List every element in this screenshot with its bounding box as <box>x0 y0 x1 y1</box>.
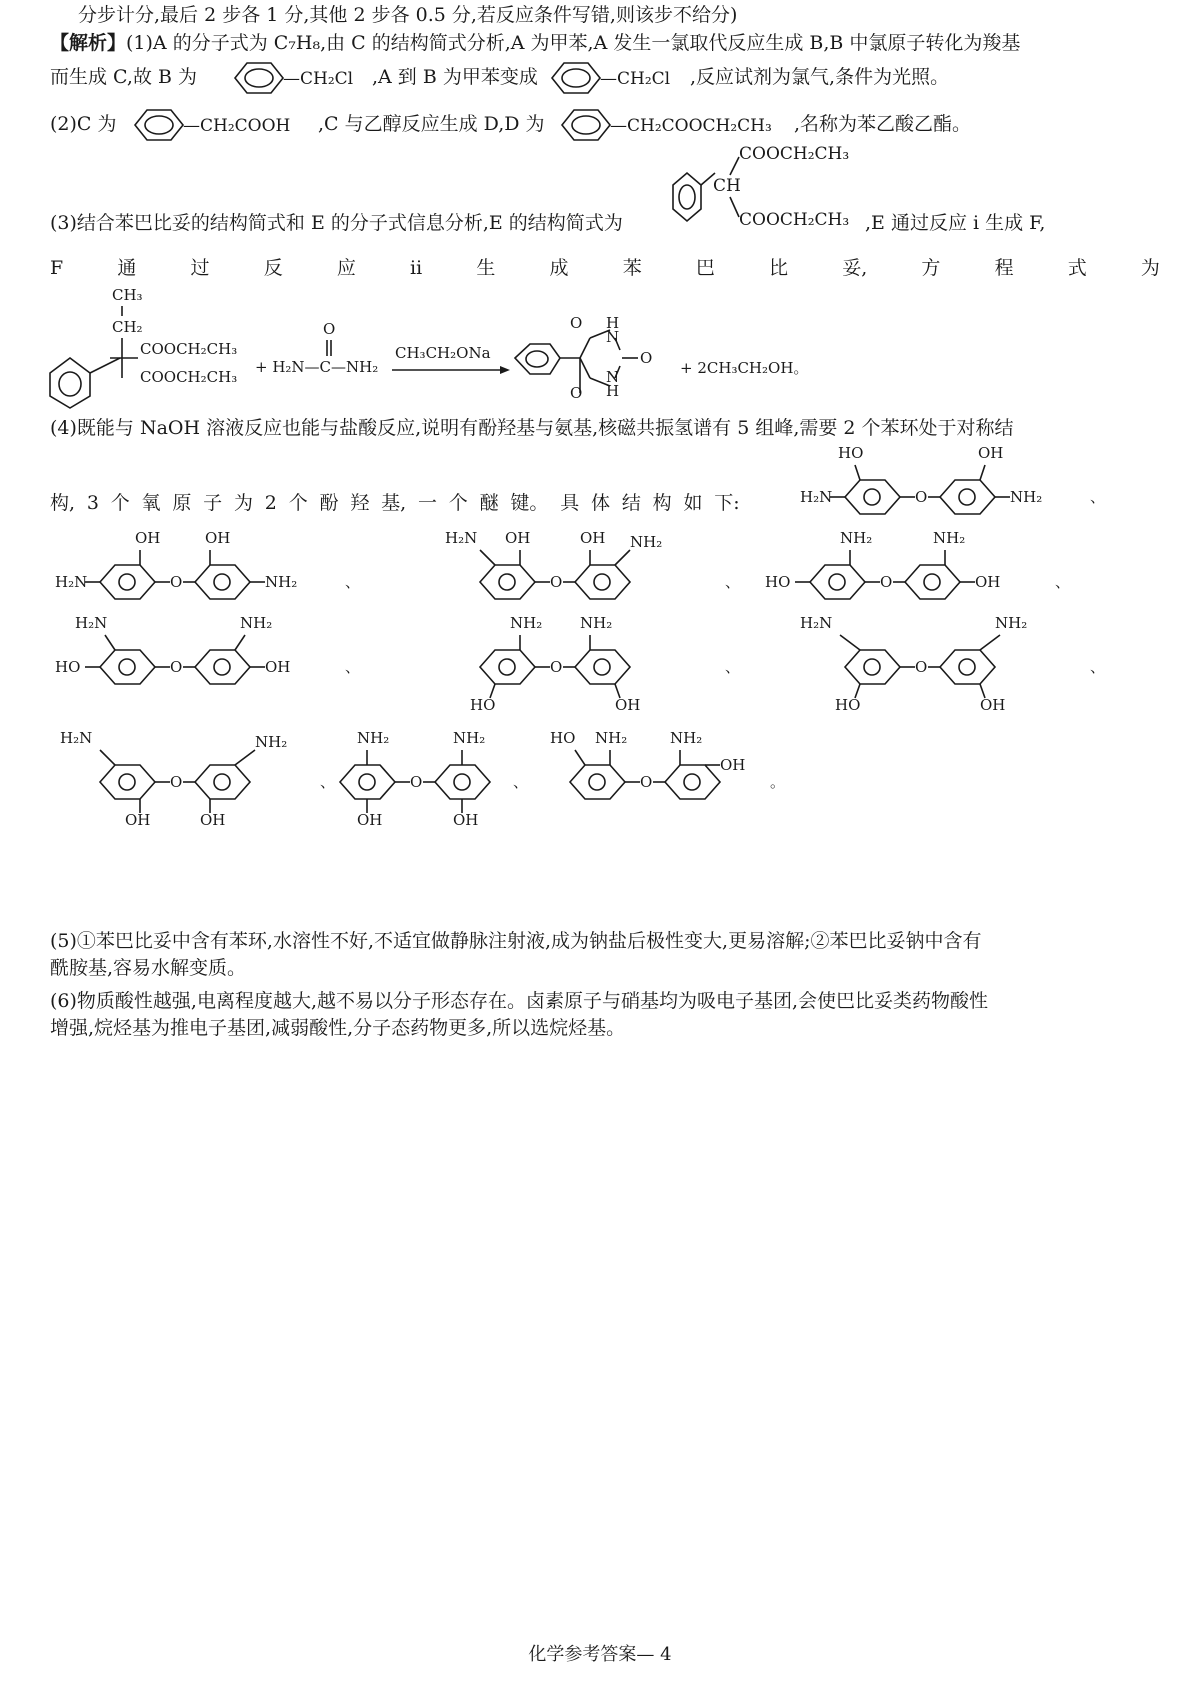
iso4-o: O <box>880 573 893 591</box>
iso7-h2n: H₂N <box>800 614 833 632</box>
l7-w7: 2 <box>264 492 277 514</box>
iso3-oh-right: OH <box>580 529 606 547</box>
iso4-ho: HO <box>765 573 791 591</box>
isomer-9 <box>340 729 528 829</box>
iso4-nh2-left: NH₂ <box>840 529 873 547</box>
l5-w0: F <box>50 257 64 279</box>
iso10-end: 。 <box>770 773 786 791</box>
text-line-4a: (3)结合苯巴比妥的结构简式和 E 的分子式信息分析,E 的结构简式为 <box>50 212 623 234</box>
l7-w4: 原 <box>172 492 192 514</box>
l7-w14: 醚 <box>479 492 499 514</box>
iso10-ho: HO <box>550 729 576 747</box>
pb-n-bottom: N <box>606 368 620 386</box>
ch2cl-label-1: —CH₂Cl <box>283 69 354 89</box>
l5-w9: 巴 <box>695 257 715 279</box>
iso8-nh2: NH₂ <box>255 733 288 751</box>
iso10-o: O <box>640 773 653 791</box>
l7-w21: 下: <box>714 492 740 514</box>
l5-w15: 为 <box>1140 257 1160 279</box>
product-tail-label: + 2CH₃CH₂OH。 <box>680 359 809 377</box>
l7-w11: 基, <box>381 492 407 514</box>
iso1-sep: 、 <box>1090 488 1106 506</box>
iso9-o: O <box>410 773 423 791</box>
l7-w9: 酚 <box>319 492 339 514</box>
iso9-sep: 、 <box>513 773 529 791</box>
text-line-3c: ,名称为苯乙酸乙酯。 <box>794 113 972 135</box>
l7-w20: 如 <box>683 492 703 514</box>
iso3-h2n: H₂N <box>445 529 478 547</box>
iso7-nh2: NH₂ <box>995 614 1028 632</box>
text-line-9: 酰胺基,容易水解变质。 <box>50 957 247 979</box>
f-cooet-label-bottom: COOCH₂CH₃ <box>140 368 238 386</box>
ch2cooh-label: —CH₂COOH <box>183 116 291 136</box>
isomer-5 <box>55 614 360 684</box>
iso9-nh2-left: NH₂ <box>357 729 390 747</box>
isomer-structures <box>40 440 1170 940</box>
iso9-oh-right: OH <box>453 811 479 829</box>
iso3-oh-left: OH <box>505 529 531 547</box>
iso10-oh: OH <box>720 756 746 774</box>
cooet-label-bottom: COOCH₂CH₃ <box>739 210 850 230</box>
l7-w6: 为 <box>233 492 253 514</box>
iso1-oh: OH <box>978 444 1004 462</box>
isomer-10 <box>550 729 785 799</box>
iso2-nh2: NH₂ <box>265 573 298 591</box>
iso7-o: O <box>915 658 928 676</box>
l5-w12: 方 <box>921 257 941 279</box>
benzyl-chloride-structure-2 <box>542 58 702 98</box>
l5-w14: 式 <box>1067 257 1087 279</box>
iso1-h2n: H₂N <box>800 488 833 506</box>
pb-o-right: O <box>640 349 653 367</box>
l5-w1: 通 <box>117 257 137 279</box>
isomer-8 <box>60 729 335 829</box>
text-line-6: (4)既能与 NaOH 溶液反应也能与盐酸反应,说明有酚羟基与氨基,核磁共振氢谱有 5 组峰,需要 2 个苯环处于对称结 <box>50 417 1014 439</box>
benzyl-chloride-structure-1 <box>225 58 385 98</box>
iso7-oh: OH <box>980 696 1006 714</box>
pb-h-top: H <box>606 314 620 332</box>
ch2cl-label-2: —CH₂Cl <box>600 69 671 89</box>
iso3-sep: 、 <box>725 573 741 591</box>
iso3-o: O <box>550 573 563 591</box>
l5-w7: 成 <box>549 257 569 279</box>
iso6-o: O <box>550 658 563 676</box>
text-line-8: (5)①苯巴比妥中含有苯环,水溶性不好,不适宜做静脉注射液,成为钠盐后极性变大,更易溶解;②苯巴比妥钠中含有 <box>50 930 982 952</box>
iso4-sep: 、 <box>1055 573 1071 591</box>
iso6-ho: HO <box>470 696 496 714</box>
l7-w13: 个 <box>448 492 468 514</box>
iso7-sep: 、 <box>1090 658 1106 676</box>
iso2-oh-right: OH <box>205 529 231 547</box>
iso6-nh2-right: NH₂ <box>580 614 613 632</box>
isomer-3 <box>445 529 740 599</box>
text-line-0: 分步计分,最后 2 步各 1 分,其他 2 步各 0.5 分,若反应条件写错,则该步不给分) <box>78 4 738 26</box>
iso9-nh2-right: NH₂ <box>453 729 486 747</box>
l7-w0: 构, <box>50 492 76 514</box>
iso4-nh2-right: NH₂ <box>933 529 966 547</box>
text-line-2b: ,A 到 B 为甲苯变成 <box>372 66 538 88</box>
l7-w19: 构 <box>652 492 672 514</box>
page-footer: 化学参考答案— 4 <box>528 1644 672 1665</box>
l7-w10: 羟 <box>350 492 370 514</box>
urea-o-label: O <box>323 320 336 338</box>
iso1-ho: HO <box>838 444 864 462</box>
text-line-3b: ,C 与乙醇反应生成 D,D 为 <box>318 113 545 135</box>
l7-w17: 体 <box>591 492 611 514</box>
l7-w16: 具 <box>560 492 580 514</box>
iso5-ho: HO <box>55 658 81 676</box>
iso5-o: O <box>170 658 183 676</box>
text-line-3a: (2)C 为 <box>50 113 117 135</box>
f-cooet-label-top: COOCH₂CH₃ <box>140 340 238 358</box>
l5-w8: 苯 <box>622 257 642 279</box>
l5-w10: 比 <box>769 257 789 279</box>
iso8-oh-left: OH <box>125 811 151 829</box>
pb-o-bottom: O <box>570 384 583 402</box>
iso8-h2n: H₂N <box>60 729 93 747</box>
pb-n-top: N <box>606 328 620 346</box>
iso8-oh-right: OH <box>200 811 226 829</box>
isomer-6 <box>470 614 740 714</box>
reaction-equation <box>40 278 1040 418</box>
l5-w2: 过 <box>190 257 210 279</box>
urea-label: + H₂N—C—NH₂ <box>255 358 379 376</box>
iso5-sep: 、 <box>345 658 361 676</box>
pb-h-bottom: H <box>606 382 620 400</box>
f-ch2-label: CH₂ <box>112 318 143 336</box>
l7-w3: 氧 <box>141 492 161 514</box>
iso9-oh-left: OH <box>357 811 383 829</box>
iso8-o: O <box>170 773 183 791</box>
cooet-label-top: COOCH₂CH₃ <box>739 144 850 164</box>
iso5-oh: OH <box>265 658 291 676</box>
analysis-tag: 【解析】 <box>50 32 127 54</box>
iso3-nh2: NH₂ <box>630 533 663 551</box>
reagent-label: CH₃CH₂ONa <box>395 344 491 362</box>
iso8-sep: 、 <box>320 773 336 791</box>
text-line-2a: 而生成 C,故 B 为 <box>50 66 197 88</box>
pb-o-top: O <box>570 314 583 332</box>
l7-w15: 键。 <box>510 492 549 514</box>
text-line-11: 增强,烷烃基为推电子基团,减弱酸性,分子态药物更多,所以选烷烃基。 <box>50 1017 626 1039</box>
iso10-nh2-left: NH₂ <box>595 729 628 747</box>
l5-w3: 反 <box>263 257 283 279</box>
l5-w5: ⅱ <box>410 257 423 279</box>
f-benzene-ring <box>50 358 90 408</box>
l5-w11: 妥, <box>842 257 868 279</box>
l7-w8: 个 <box>288 492 308 514</box>
iso7-ho: HO <box>835 696 861 714</box>
l7-w12: 一 <box>417 492 437 514</box>
isomer-7 <box>800 614 1105 714</box>
text-line-1 <box>50 30 1020 56</box>
iso2-o: O <box>170 573 183 591</box>
l7-w5: 子 <box>203 492 223 514</box>
phenylacetic-acid-structure <box>125 105 340 145</box>
l5-w6: 生 <box>476 257 496 279</box>
l7-w2: 个 <box>110 492 130 514</box>
q1-text: (1)A 的分子式为 C₇H₈,由 C 的结构简式分析,A 为甲苯,A 发生一氯取代反应生成 B,B 中氯原子转化为羧基 <box>126 32 1021 54</box>
compound-e-structure <box>655 135 875 255</box>
iso2-sep: 、 <box>345 573 361 591</box>
iso10-nh2-right: NH₂ <box>670 729 703 747</box>
isomer-4 <box>765 529 1070 599</box>
text-line-4b: ,E 通过反应 ⅰ 生成 F, <box>865 212 1046 234</box>
text-line-2c: ,反应试剂为氯气,条件为光照。 <box>690 66 950 88</box>
l5-w13: 程 <box>994 257 1014 279</box>
text-line-10: (6)物质酸性越强,电离程度越大,越不易以分子形态存在。卤素原子与硝基均为吸电子基团,会使巴比妥类药物酸性 <box>50 990 989 1012</box>
iso5-h2n: H₂N <box>75 614 108 632</box>
isomer-2 <box>55 529 360 599</box>
iso6-sep: 、 <box>725 658 741 676</box>
ch-label: CH <box>713 176 741 196</box>
iso1-o: O <box>915 488 928 506</box>
iso5-nh2: NH₂ <box>240 614 273 632</box>
iso6-oh: OH <box>615 696 641 714</box>
l7-w18: 结 <box>621 492 641 514</box>
f-ch3-label: CH₃ <box>112 286 143 304</box>
l7-w1: 3 <box>86 492 99 514</box>
iso2-h2n: H₂N <box>55 573 88 591</box>
l5-w4: 应 <box>336 257 356 279</box>
isomer-1 <box>800 444 1105 514</box>
iso2-oh-left: OH <box>135 529 161 547</box>
ch2cooet-label: —CH₂COOCH₂CH₃ <box>610 116 772 136</box>
iso6-nh2-left: NH₂ <box>510 614 543 632</box>
iso4-oh: OH <box>975 573 1001 591</box>
iso1-nh2: NH₂ <box>1010 488 1043 506</box>
